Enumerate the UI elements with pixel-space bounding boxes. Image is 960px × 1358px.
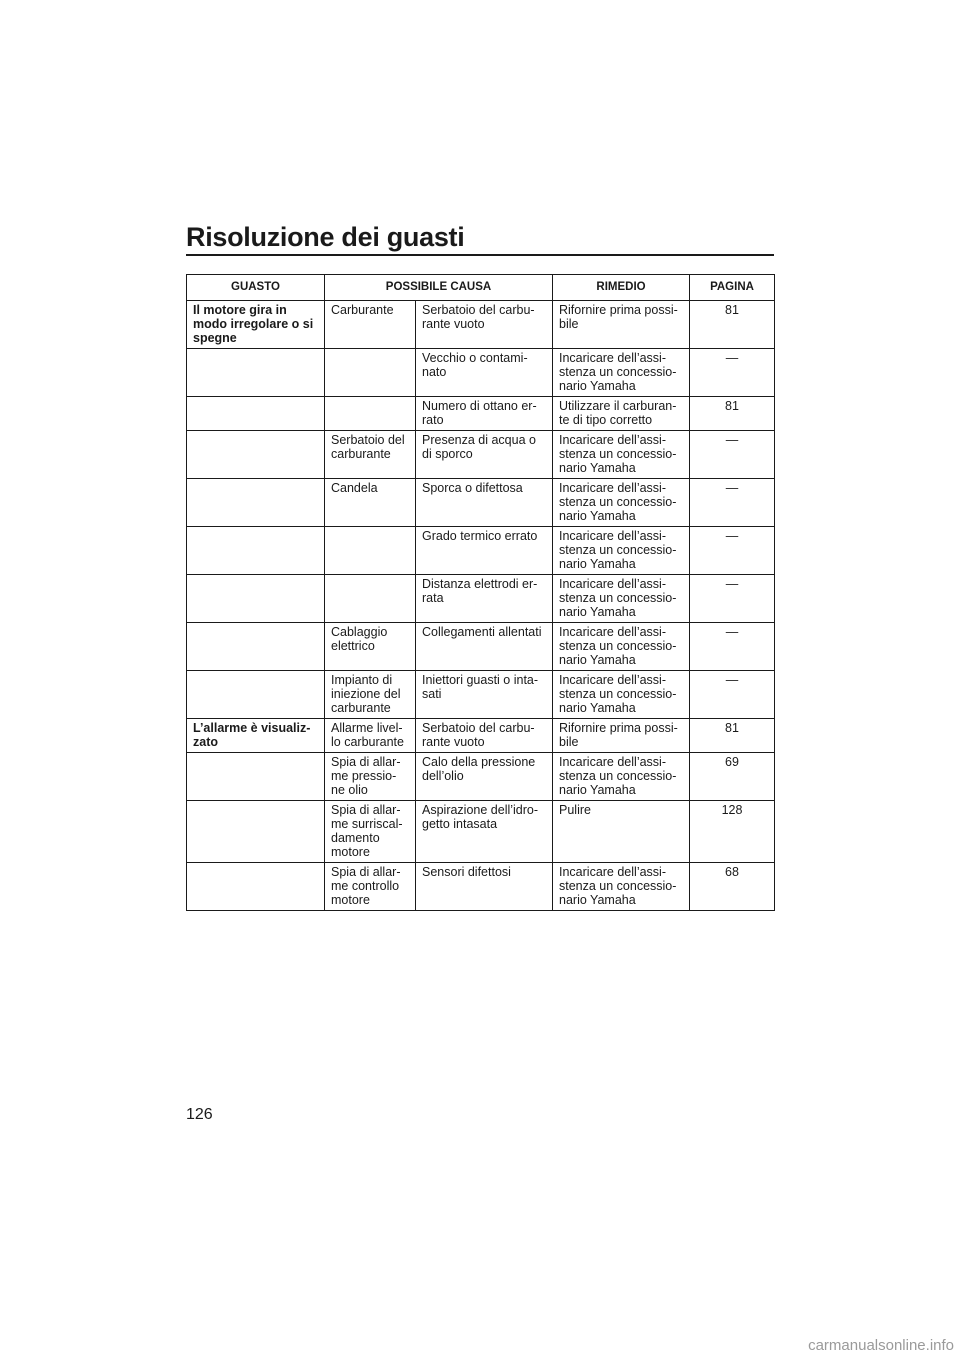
rimedio-cell-text: Incaricare dell’assi- stenza un concessio- nario Yamaha <box>559 625 677 667</box>
causa-dettaglio-cell-text: Calo della pressione dell’olio <box>422 755 536 783</box>
guasto-cell-empty <box>187 575 325 623</box>
causa-cell-text: Serbatoio del carburante <box>331 433 405 461</box>
causa-dettaglio-cell-text: Collegamenti allentati <box>422 625 542 639</box>
rimedio-cell-text: Incaricare dell’assi- stenza un concessio- nario Yamaha <box>559 755 677 797</box>
rimedio-cell-text: Incaricare dell’assi- stenza un concessio- nario Yamaha <box>559 865 677 907</box>
pagina-cell <box>690 431 775 479</box>
guasto-cell-empty <box>187 753 325 801</box>
table-row <box>187 397 775 431</box>
page-title: Risoluzione dei guasti <box>186 222 465 252</box>
pagina-cell-text: 68 <box>725 865 739 879</box>
table-row <box>187 431 775 479</box>
rimedio-cell-text: Rifornire prima possi- bile <box>559 721 678 749</box>
table-body <box>187 301 775 911</box>
pagina-cell-text: — <box>725 625 739 639</box>
causa-dettaglio-cell-text: Distanza elettrodi er- rata <box>422 577 538 605</box>
pagina-cell <box>690 527 775 575</box>
causa-dettaglio-cell-text: Grado termico errato <box>422 529 538 543</box>
pagina-cell <box>690 575 775 623</box>
table-row <box>187 801 775 863</box>
rimedio-cell-text: Rifornire prima possi- bile <box>559 303 678 331</box>
causa-dettaglio-cell <box>416 349 553 397</box>
causa-cell-text: Spia di allar- me surriscal- damento motore <box>331 803 403 859</box>
pagina-cell-text: — <box>725 481 739 495</box>
rimedio-cell <box>553 753 690 801</box>
header-pagina: PAGINA <box>690 275 775 301</box>
guasto-cell-text: Il motore gira in modo irregolare o si spegne <box>193 303 314 345</box>
header-possibile-causa: POSSIBILE CAUSA <box>325 275 553 301</box>
troubleshooting-table <box>186 274 775 911</box>
table-row <box>187 527 775 575</box>
causa-dettaglio-cell <box>416 397 553 431</box>
guasto-cell-text: L’allarme è visualiz- zato <box>193 721 311 749</box>
page-number: 126 <box>186 1106 213 1123</box>
rimedio-cell <box>553 527 690 575</box>
causa-dettaglio-cell <box>416 431 553 479</box>
rimedio-cell <box>553 863 690 911</box>
pagina-cell-text: 81 <box>725 303 739 317</box>
causa-cell-text: Cablaggio elettrico <box>331 625 388 653</box>
pagina-cell-text: — <box>725 433 739 447</box>
causa-cell-empty <box>325 575 416 623</box>
causa-dettaglio-cell-text: Presenza di acqua o di sporco <box>422 433 536 461</box>
pagina-cell-text: 128 <box>721 803 743 817</box>
table-row <box>187 349 775 397</box>
causa-cell-text: Spia di allar- me controllo motore <box>331 865 401 907</box>
causa-dettaglio-cell-text: Iniettori guasti o inta- sati <box>422 673 539 701</box>
rimedio-cell <box>553 671 690 719</box>
rimedio-cell <box>553 801 690 863</box>
causa-dettaglio-cell <box>416 801 553 863</box>
table-row <box>187 719 775 753</box>
causa-cell <box>325 801 416 863</box>
table-row <box>187 753 775 801</box>
guasto-cell-empty <box>187 671 325 719</box>
causa-dettaglio-cell <box>416 575 553 623</box>
rimedio-cell <box>553 397 690 431</box>
causa-dettaglio-cell <box>416 527 553 575</box>
rimedio-cell-text: Incaricare dell’assi- stenza un concessio- nario Yamaha <box>559 529 677 571</box>
rimedio-cell-text: Incaricare dell’assi- stenza un concessio- nario Yamaha <box>559 433 677 475</box>
pagina-cell-text: 81 <box>725 721 739 735</box>
table-header-row <box>187 275 775 301</box>
rimedio-cell <box>553 301 690 349</box>
guasto-cell-empty <box>187 397 325 431</box>
causa-dettaglio-cell-text: Vecchio o contami- nato <box>422 351 528 379</box>
causa-dettaglio-cell-text: Serbatoio del carbu- rante vuoto <box>422 721 535 749</box>
causa-cell <box>325 671 416 719</box>
pagina-cell-text: — <box>725 673 739 687</box>
table-row <box>187 671 775 719</box>
causa-cell <box>325 623 416 671</box>
pagina-cell <box>690 623 775 671</box>
pagina-cell <box>690 863 775 911</box>
causa-cell <box>325 431 416 479</box>
rimedio-cell-text: Incaricare dell’assi- stenza un concessio- nario Yamaha <box>559 577 677 619</box>
rimedio-cell-text: Incaricare dell’assi- stenza un concessio- nario Yamaha <box>559 351 677 393</box>
table-row <box>187 479 775 527</box>
pagina-cell <box>690 671 775 719</box>
causa-cell-empty <box>325 527 416 575</box>
causa-dettaglio-cell <box>416 301 553 349</box>
table-row <box>187 301 775 349</box>
pagina-cell-text: — <box>725 351 739 365</box>
rimedio-cell-text: Incaricare dell’assi- stenza un concessio- nario Yamaha <box>559 481 677 523</box>
table-row <box>187 575 775 623</box>
pagina-cell <box>690 397 775 431</box>
causa-cell <box>325 753 416 801</box>
causa-cell <box>325 479 416 527</box>
footer-watermark: carmanualsonline.info <box>808 1337 954 1354</box>
causa-cell-text: Impianto di iniezione del carburante <box>331 673 401 715</box>
causa-dettaglio-cell <box>416 753 553 801</box>
causa-dettaglio-cell <box>416 671 553 719</box>
guasto-cell-empty <box>187 623 325 671</box>
causa-cell-empty <box>325 349 416 397</box>
rimedio-cell-text: Pulire <box>559 803 591 817</box>
causa-cell <box>325 719 416 753</box>
causa-cell-text: Allarme livel- lo carburante <box>331 721 404 749</box>
header-rimedio: RIMEDIO <box>553 275 690 301</box>
rimedio-cell-text: Incaricare dell’assi- stenza un concessio- nario Yamaha <box>559 673 677 715</box>
causa-dettaglio-cell-text: Numero di ottano er- rato <box>422 399 537 427</box>
causa-cell <box>325 863 416 911</box>
causa-dettaglio-cell-text: Aspirazione dell’idro- getto intasata <box>422 803 539 831</box>
rimedio-cell-text: Utilizzare il carburan- te di tipo corretto <box>559 399 677 427</box>
causa-dettaglio-cell <box>416 623 553 671</box>
guasto-cell-empty <box>187 863 325 911</box>
title-rule <box>186 254 774 256</box>
causa-dettaglio-cell <box>416 863 553 911</box>
guasto-cell-empty <box>187 801 325 863</box>
rimedio-cell <box>553 431 690 479</box>
guasto-cell-empty <box>187 527 325 575</box>
causa-dettaglio-cell-text: Sporca o difettosa <box>422 481 523 495</box>
header-guasto: GUASTO <box>187 275 325 301</box>
pagina-cell <box>690 301 775 349</box>
causa-dettaglio-cell <box>416 479 553 527</box>
rimedio-cell <box>553 575 690 623</box>
causa-cell-text: Candela <box>331 481 378 495</box>
pagina-cell <box>690 349 775 397</box>
rimedio-cell <box>553 719 690 753</box>
rimedio-cell <box>553 479 690 527</box>
rimedio-cell <box>553 349 690 397</box>
causa-dettaglio-cell-text: Serbatoio del carbu- rante vuoto <box>422 303 535 331</box>
guasto-cell <box>187 719 325 753</box>
causa-dettaglio-cell-text: Sensori difettosi <box>422 865 511 879</box>
causa-cell-text: Carburante <box>331 303 394 317</box>
pagina-cell <box>690 753 775 801</box>
pagina-cell-text: — <box>725 577 739 591</box>
pagina-cell-text: — <box>725 529 739 543</box>
causa-cell-text: Spia di allar- me pressio- ne olio <box>331 755 401 797</box>
causa-cell-empty <box>325 397 416 431</box>
pagina-cell <box>690 479 775 527</box>
guasto-cell-empty <box>187 349 325 397</box>
guasto-cell <box>187 301 325 349</box>
guasto-cell-empty <box>187 431 325 479</box>
guasto-cell-empty <box>187 479 325 527</box>
causa-dettaglio-cell <box>416 719 553 753</box>
pagina-cell-text: 69 <box>725 755 739 769</box>
table-row <box>187 623 775 671</box>
pagina-cell-text: 81 <box>725 399 739 413</box>
rimedio-cell <box>553 623 690 671</box>
pagina-cell <box>690 801 775 863</box>
causa-cell <box>325 301 416 349</box>
pagina-cell <box>690 719 775 753</box>
table-row <box>187 863 775 911</box>
